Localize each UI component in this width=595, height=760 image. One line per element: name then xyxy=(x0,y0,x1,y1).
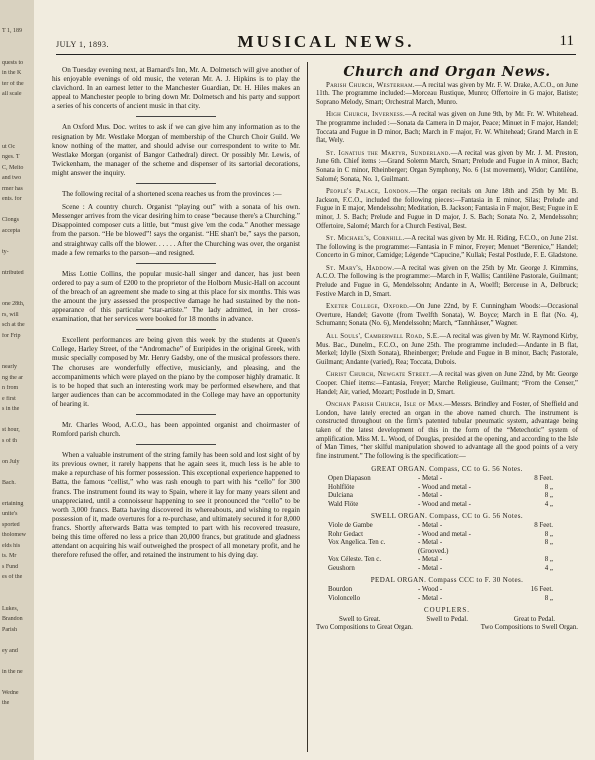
stop-material: - Wood and metal - xyxy=(418,483,471,491)
entry-venue: Onchan Parish Church, Isle of Man. xyxy=(326,401,445,409)
margin-text-fragment: the xyxy=(2,700,10,706)
recital-entry xyxy=(316,265,578,299)
margin-text-fragment: s Fund xyxy=(2,563,19,570)
stop-name: Bourdon xyxy=(328,586,353,594)
adjacent-page-margin xyxy=(0,0,35,760)
stop-name: Rohr Gedact xyxy=(328,530,364,538)
entry-text: —A recital was given on the 25th by Mr. George J. Kimmins, A.C.O. The following is the programme:—March in F, Wallis; Cantilène Pastorale, Guilmant; Prelude and Fugue in G, Mendelssohn; Andante in A, Woelfl; Berceuse in A, Delbruck; Festive March in D, Smart. xyxy=(316,264,578,298)
composition-item: Two Compositions to Swell Organ. xyxy=(480,624,578,632)
entry-text: —A recital was given by Mr. J. M. Preston, June 6th. Chief items :—Grand Solemn March, Smart; Prelude and Fugue in A minor, Bach; Sonata in C minor, Rheinberger; Organ Symphony, No. 6 (1st movement), Widor; Cantilène, Salomé; Sonata, No. 1, Guilmant. xyxy=(316,149,578,183)
recital-entry xyxy=(316,235,578,261)
stop-name: Vox Angelica. Ten c. xyxy=(328,539,386,547)
margin-text-fragment: sch at the xyxy=(2,322,25,328)
article-paragraph: On Tuesday evening next, at Barnard's Inn, Mr. A. Dolmetsch will give another of his enjoyable evenings of old music, the veteran Mr. A. J. Hipkins is to play the clavichord. In an earnest letter to the Manchester Guardian, Dr. H. Hiles makes an appeal to Manchester people to bring down Mr. Dolmetsch and his party and support a series of his concerts of ancient music in that city. xyxy=(52,66,300,111)
organ-stop-row xyxy=(316,565,578,574)
page-number: 11 xyxy=(559,33,574,49)
entry-venue: People's Palace, London. xyxy=(326,188,411,196)
article-paragraph: Mr. Charles Wood, A.C.O., has been appointed organist and choirmaster of Romford parish church. xyxy=(52,421,300,439)
margin-text-fragment: rs, will xyxy=(2,311,19,318)
recital-entry xyxy=(316,303,578,329)
margin-text-fragment: Clongs xyxy=(2,217,20,223)
stop-pitch: 8 „ xyxy=(544,556,553,564)
left-column xyxy=(52,66,300,756)
paragraph-separator xyxy=(136,183,216,184)
couplers-section xyxy=(316,607,578,633)
issue-date: JULY 1, 1893. xyxy=(56,40,109,49)
couplers-row xyxy=(316,616,578,625)
article-paragraph: When a valuable instrument of the string family has been sold and lost sight of by its previous owner, it rarely happens that he again sees it, much less is he able to make a repurchase of his former possession. This exceptional experience happened to Batta, the famous “cellist,” who was rash enough to part with his “cello” for 300 francs. The instrument found its way to Spain, where it lay for many years silent and unappreciated, until a connoisseur happening to see it pronounced the “cello” to be worth 3,000 francs. Batta having discovered its whereabouts, and wishing to regain possession of it, made overtures for a re-purchase, and ultimately secured it for 8,000 francs. Shortly afterwards Batta was tempted to part with his recovered treasure, being this time offered no less a price than 20,000 francs, but gratitude and gladness attendant on acquiring his waif outweighed the prospect of all monetary profit, and he therefore refused the offer, and retained the instrument to his dying day. xyxy=(52,451,300,560)
margin-text-fragment: ty- xyxy=(2,248,9,255)
coupler-item: Swell to Pedal. xyxy=(426,615,468,623)
article-paragraph: Miss Lottie Collins, the popular music-hall singer and dancer, has just been ordered to pay a sum of £200 to the proprietor of the Holborn Music-Hall on account of the breach of an agreement she made to sing at this place for six months. This was the amount the jury assessed the prospective damage he had sustained by the non-appearance of this particular “star-artiste.” The lady admitted, in her cross-examination, that her services were booked for 18 months in advance. xyxy=(52,269,300,324)
recital-entry xyxy=(316,333,578,367)
entry-venue: St. Ignatius the Martyr, Sunderland. xyxy=(326,149,451,157)
organ-division-title: PEDAL ORGAN. Compass CCC to F. 30 Notes. xyxy=(370,576,524,585)
entry-text: —A recital was given by Mr. W. Raymond Kirby, Mus. Bac., Dunelm., F.C.O., on June 25th. The programme included:—Andante in B flat, Merkel; Idylle (Sixth Sonata), Rheinberger; Prelude and Fugue in B minor, Bach; Pastorale, Guilmant; Andante (varied), Rea; Toccata, Dubois. xyxy=(316,333,578,366)
entry-venue: High Church, Inverness. xyxy=(326,111,406,119)
stop-material: - Metal - xyxy=(418,492,443,500)
stop-name: Dulciana xyxy=(328,492,353,500)
margin-text-fragment: e first xyxy=(2,395,16,402)
stop-name: Vox Céleste. Ten c. xyxy=(328,556,382,564)
margin-text-fragment: ter of the xyxy=(2,80,24,87)
margin-text-fragment: ut Oc xyxy=(2,143,16,150)
stop-material: - Metal - xyxy=(418,474,443,482)
margin-text-fragment: Wedne xyxy=(2,689,19,696)
entry-venue: Exeter College, Oxford. xyxy=(326,303,410,311)
stop-name: Viole de Gambe xyxy=(328,521,373,529)
stop-material: - Wood - xyxy=(418,586,443,594)
article-paragraph: The following recital of a shortened scena reaches us from the provinces :— xyxy=(62,190,282,199)
stop-material: - Metal - xyxy=(418,539,443,547)
stop-material: - Metal - xyxy=(418,556,443,564)
newspaper-page xyxy=(34,0,595,760)
stop-pitch: 8 „ xyxy=(544,539,553,547)
margin-text-fragment: ntributed xyxy=(2,269,24,276)
organ-stop-row xyxy=(316,531,578,540)
paragraph-separator xyxy=(136,263,216,264)
composition-item: Two Compositions to Great Organ. xyxy=(316,624,413,632)
stop-name: Open Diapason xyxy=(328,474,371,482)
margin-text-fragment: for Frip xyxy=(2,332,21,339)
article-paragraph: Scene : A country church. Organist “playing out” with a sonata of his own. Messenger arrives from the vicar desiring him to cease “because there's a Churching.” Disappointed composer cuts a little, but “must give 'em the coda.” Another message from the parson. “He be blowed”! says the organist. “HE shan't be,” says the parson, and straightway calls off the blower. . . . . . After the Churching was over, the organist made a few remarks to the parson—and resigned. xyxy=(52,203,300,257)
entry-venue: Parish Church, Westerham. xyxy=(326,81,415,89)
margin-text-fragment: n from xyxy=(2,385,19,391)
paragraph-separator xyxy=(136,414,216,415)
margin-text-fragment: Bach. xyxy=(2,479,16,486)
entry-text: —The organ recitals on June 18th and 25th by Mr. B. Jackson, F.C.O., included the following pieces:—Fantasia in E minor, Silas; Prelude and Fugue in E major, Mendelssohn; Meditation, B. Jackson; Fantasia in F major, Best; Fugue in E minor, J. S. Bach; Prelude and Fugue in D major, J. S. Bach; Sonata No. 2, Mendelssohn; Offertoire, Salomé; March for a Church Festival, Best. xyxy=(316,188,578,230)
margin-text-fragment: one 28th, xyxy=(2,301,25,307)
stop-pitch: 8 Feet. xyxy=(534,521,553,529)
recital-entry xyxy=(316,188,578,231)
entry-venue: St. Mary's, Haddow. xyxy=(326,264,395,272)
margin-text-fragment: C, Melto xyxy=(2,164,24,171)
stop-pitch: 8 „ xyxy=(544,594,553,602)
stop-name: Hohlflöte xyxy=(328,483,355,491)
margin-text-fragment: Parish xyxy=(2,626,17,633)
margin-text-fragment: all scale xyxy=(2,91,22,97)
margin-text-fragment: s in the xyxy=(2,406,20,412)
entry-text: —A recital was given on June 9th, by Mr. Fr. W. Whitehead. The programme included :—Sonata da Camera in D major, Peace; Minuet in F major, Handel; Toccata and Fugue in D minor, Bach; March in F major, Fr. W. Whitehead; Grand March in E flat, Wely. xyxy=(316,111,578,145)
recital-entry xyxy=(316,82,578,108)
stop-pitch: 8 „ xyxy=(544,483,553,491)
margin-text-fragment: tholomew xyxy=(2,532,26,538)
organ-stop-row xyxy=(316,492,578,501)
entry-text: —On June 22nd, by F. Cunningham Woods:—Occasional Overture, Handel; Gavotte (from Twelfth Sonata), W. Boyce; March in E flat (No. 4), Schumann; Sonata (No. 6), Mendelssohn; March, “Tannhäuser,” Wagner. xyxy=(316,303,578,328)
stop-pitch: 8 „ xyxy=(544,530,553,538)
margin-text-fragment: T 1, 189 xyxy=(2,28,23,34)
organ-stop-row xyxy=(316,586,578,595)
stop-pitch: 8 Feet. xyxy=(534,474,553,482)
margin-text-fragment: in the K xyxy=(2,70,22,76)
recital-list xyxy=(316,82,578,462)
stop-pitch: 8 „ xyxy=(544,492,553,500)
stop-pitch: 4 „ xyxy=(544,564,553,572)
margin-text-fragment: Brandon xyxy=(2,616,23,622)
page-header xyxy=(56,22,576,55)
entry-venue: St. Michael's, Cornhill. xyxy=(326,235,405,243)
margin-text-fragment: es of the xyxy=(2,574,23,580)
margin-text-fragment: in the ne xyxy=(2,668,23,675)
entry-text: —Messrs. Brindley and Foster, of Sheffield and London, have lately erected an organ in the above named church. The instrument is constructed throughout on the firm's patented tubular pneumatic system, advantage being taken of the latest development of this in the form of the “Metechotic” system of amplification. Miss M. L. Wood, of Douglas, presided at the opening, and according to the Isle of Man Times, “her skilful manipulation showed to advantage all the good points of a very fine instrument.” The following is the specification:— xyxy=(316,401,578,460)
recital-entry xyxy=(316,401,578,461)
article-paragraph: Excellent performances are being given this week by the students at Queen's College, Harley Street, of the “Andromache” of Euripides in the original Greek, with music specially composed by Mr. Henry Gadsby, one of the musical professors there. The choruses are wonderfully effective, musicianly, and pleasing, and the accompaniments which were played on the piano by the composer highly dramatic. It is to be hoped that such an interesting work may be performed elsewhere, and that larger audiences than can be accommodated in the College may have an opportunity of hearing it. xyxy=(52,336,300,408)
margin-text-fragment: s of th xyxy=(2,437,17,444)
stop-material: - Wood and metal - xyxy=(418,500,471,508)
organ-stop-row xyxy=(316,484,578,493)
column-divider xyxy=(307,62,308,752)
organ-stop-row xyxy=(316,522,578,531)
entry-venue: All Souls', Camberwell Road, S.E. xyxy=(326,333,440,341)
organ-stop-row xyxy=(316,595,578,604)
margin-text-fragment: ertaining xyxy=(2,500,24,507)
coupler-item: Great to Pedal. xyxy=(513,615,556,623)
stop-name: Violoncello xyxy=(328,594,361,602)
organ-division-title: GREAT ORGAN. Compass, CC to G. 56 Notes. xyxy=(371,465,523,474)
organ-stop-row xyxy=(316,556,578,565)
entry-venue: Christ Church, Newgate Street. xyxy=(326,371,432,379)
entry-text: —A recital was given by Mr. H. Riding, F.C.O., on June 21st. The following is the programme:—Fantasia in F minor, Freyer; Menuet “Berenice,” Handel; Concerto in G minor, Camidge; Légende “Capucine,” Kullak; Festal Postlude, F. E. Gladstone. xyxy=(316,235,578,260)
recital-entry xyxy=(316,111,578,145)
stop-material: - Metal - xyxy=(418,521,443,529)
masthead-title: MUSICAL NEWS. xyxy=(237,32,415,51)
stop-material: (Grooved.) xyxy=(418,547,449,555)
organ-stop-row xyxy=(316,548,578,557)
stop-pitch: 4 „ xyxy=(544,500,553,508)
margin-text-fragment: and two xyxy=(2,175,22,181)
entry-text: —A recital was given by Mr. F. W. Drake, A.C.O., on June 11th. The programme included:—Morceau Rustique, Munro; Offertoire in G major, Batiste; Soprano Melody, Smart; Orchestral March, Munro. xyxy=(316,81,578,106)
right-column xyxy=(316,66,578,756)
stop-material: - Metal - xyxy=(418,564,443,572)
organ-stop-row xyxy=(316,539,578,548)
couplers-title: COUPLERS. xyxy=(424,607,470,615)
margin-text-fragment: ey and xyxy=(2,647,18,654)
stop-material: - Wood and metal - xyxy=(418,530,471,538)
margin-text-fragment: nges. T xyxy=(2,154,20,160)
recital-entry xyxy=(316,150,578,184)
organ-stop-row xyxy=(316,501,578,510)
compositions-row xyxy=(316,624,578,633)
stop-name xyxy=(316,548,418,557)
margin-text-fragment: nearly xyxy=(2,364,17,370)
organ-division-title: SWELL ORGAN. Compass, CC to G. 56 Notes. xyxy=(370,512,524,521)
entry-text: —A recital was given on June 22nd, by Mr. George Cooper. Chief items:—Fantasia, Freyer; Marche Religieuse, Guilmant; “From the Censer,” Handel; Air, varied, Mozart; Postlude in D, Smart. xyxy=(316,371,578,396)
recital-entry xyxy=(316,371,578,397)
organ-stop-row xyxy=(316,475,578,484)
margin-text-fragment: Lukes, xyxy=(2,605,19,612)
stop-pitch: 16 Feet. xyxy=(530,586,553,594)
margin-text-fragment: unite's xyxy=(2,511,18,517)
stop-pitch xyxy=(513,548,553,557)
paragraph-separator xyxy=(136,116,216,117)
margin-text-fragment: rmer has xyxy=(2,185,23,192)
paragraph-separator xyxy=(136,444,216,445)
margin-text-fragment: elds his xyxy=(2,542,21,549)
stop-name: Geushorn xyxy=(328,564,355,572)
margin-text-fragment: quests to xyxy=(2,59,24,66)
margin-text-fragment: ng the ar xyxy=(2,374,23,381)
article-paragraph: An Oxford Mus. Doc. writes to ask if we can give him any information as to the resignation by Mr. Westlake Morgan of membership of the Church Choir Guild. We know nothing of the matter, and should advise our correspondent to write to Mr. Westlake Morgan (organist of Bangor Cathedral) direct. Or possibly Mr. Lewis, of Twickenham, the manager of the scheme and dispenser of its sartorial decorations, might answer the inquiry. xyxy=(52,123,300,177)
coupler-item: Swell to Great. xyxy=(338,615,381,623)
margin-text-fragment: on July xyxy=(2,458,20,465)
stop-name: Wald Flöte xyxy=(328,500,359,508)
section-title: Church and Organ News. xyxy=(343,66,551,80)
stop-material: - Metal - xyxy=(418,594,443,602)
margin-text-fragment: accepta xyxy=(2,227,20,234)
paragraph-separator xyxy=(136,329,216,330)
margin-text-fragment: sported xyxy=(2,521,20,528)
margin-text-fragment: ents. for xyxy=(2,196,22,202)
margin-text-fragment: st hour, xyxy=(2,427,20,433)
margin-text-fragment: ts. Mr xyxy=(2,553,17,559)
organ-specification xyxy=(316,465,578,603)
